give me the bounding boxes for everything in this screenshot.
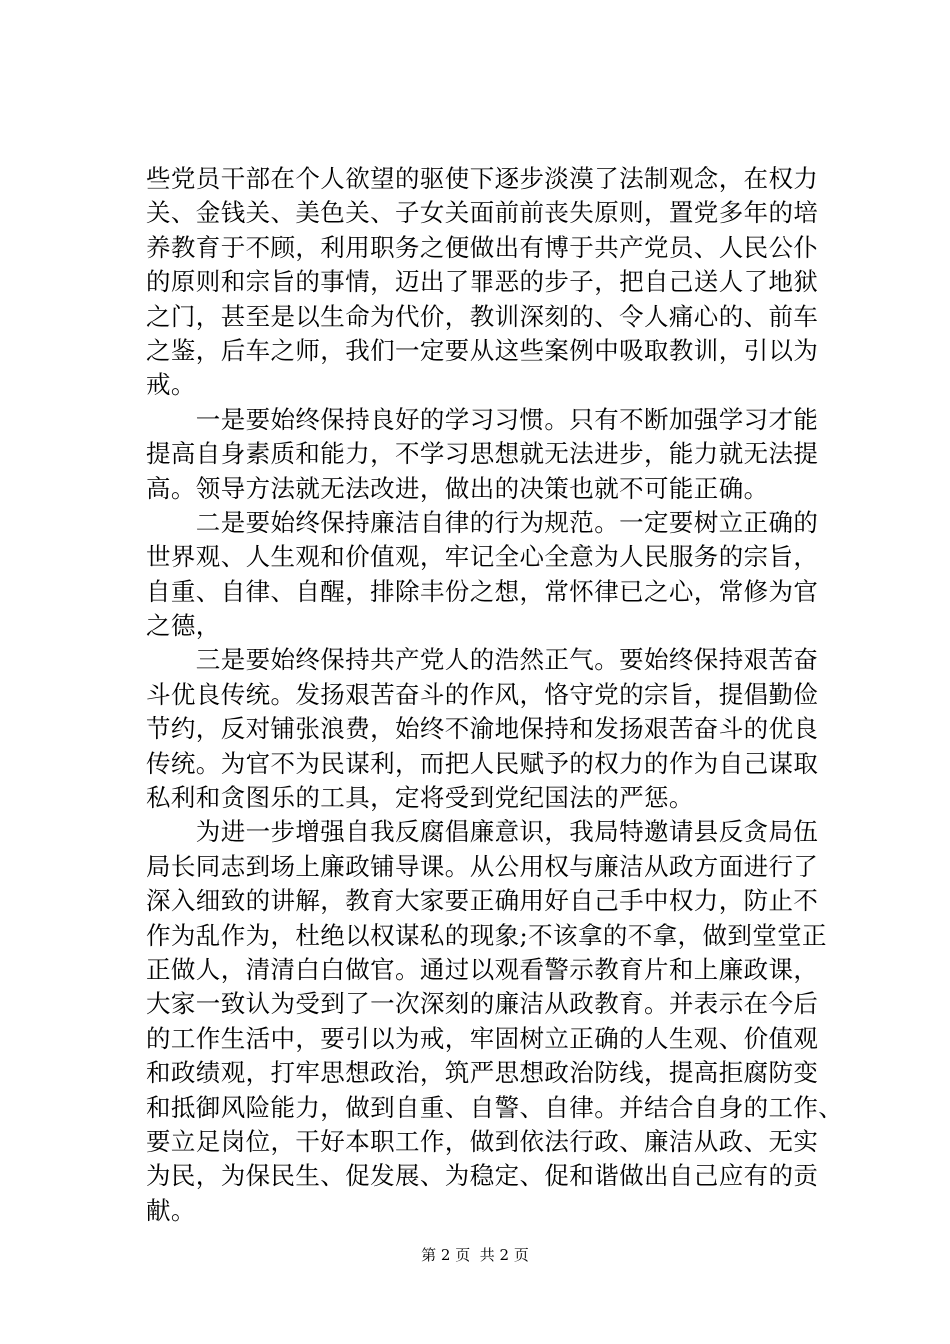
text-line: 的工作生活中，要引以为戒，牢固树立正确的人生观、价值观 bbox=[146, 1023, 819, 1053]
text-line: 和抵御风险能力，做到自重、自警、自律。并结合自身的工作、 bbox=[146, 1092, 844, 1122]
text-line: 正做人，清清白白做官。通过以观看警示教育片和上廉政课， bbox=[146, 954, 819, 984]
text-line: 和政绩观，打牢思想政治，筑严思想政治防线，提高拒腐防变 bbox=[146, 1058, 819, 1088]
text-line: 献。 bbox=[146, 1195, 196, 1225]
text-line: 节约，反对铺张浪费，始终不渝地保持和发扬艰苦奋斗的优良 bbox=[146, 714, 819, 744]
text-line: 要立足岗位，干好本职工作，做到依法行政、廉洁从政、无实 bbox=[146, 1126, 819, 1156]
text-line: 养教育于不顾，利用职务之便做出有博于共产党员、人民公仆 bbox=[146, 232, 819, 262]
text-line: 为进一步增强自我反腐倡廉意识，我局特邀请县反贪局伍 bbox=[146, 817, 819, 847]
text-line: 斗优良传统。发扬艰苦奋斗的作风，恪守党的宗旨，提倡勤俭 bbox=[146, 679, 819, 709]
text-line: 提高自身素质和能力，不学习思想就无法进步，能力就无法提 bbox=[146, 439, 819, 469]
text-line: 戒。 bbox=[146, 370, 196, 400]
text-line: 之鉴，后车之师，我们一定要从这些案例中吸取教训，引以为 bbox=[146, 335, 819, 365]
text-line: 自重、自律、自醒，排除丰份之想，常怀律已之心，常修为官 bbox=[146, 576, 819, 606]
text-line: 大家一致认为受到了一次深刻的廉洁从政教育。并表示在今后 bbox=[146, 989, 819, 1019]
text-line: 的原则和宗旨的事情，迈出了罪恶的步子，把自己送人了地狱 bbox=[146, 267, 819, 297]
text-line: 私利和贪图乐的工具，定将受到党纪国法的严惩。 bbox=[146, 783, 694, 813]
document-body bbox=[146, 162, 844, 1228]
text-line: 关、金钱关、美色关、子女关面前前丧失原则，置党多年的培 bbox=[146, 198, 819, 228]
text-line: 之门，甚至是以生命为代价，教训深刻的、令人痛心的、前车 bbox=[146, 301, 819, 331]
text-line: 高。领导方法就无法改进，做出的决策也就不可能正确。 bbox=[146, 473, 769, 503]
text-line: 之德， bbox=[146, 611, 221, 641]
page-number-footer: 第 2 页 共 2 页 bbox=[421, 1246, 529, 1264]
text-line: 一是要始终保持良好的学习习惯。只有不断加强学习才能 bbox=[146, 404, 819, 434]
text-line: 些党员干部在个人欲望的驱使下逐步淡漠了法制观念，在权力 bbox=[146, 164, 819, 193]
text-line: 局长同志到场上廉政铺导课。从公用权与廉洁从政方面进行了 bbox=[146, 851, 819, 881]
text-line: 二是要始终保持廉洁自律的行为规范。一定要树立正确的 bbox=[146, 507, 819, 537]
text-line: 传统。为官不为民谋利，而把人民赋予的权力的作为自己谋取 bbox=[146, 748, 819, 778]
text-line: 三是要始终保持共产党人的浩然正气。要始终保持艰苦奋 bbox=[146, 645, 819, 675]
text-line: 作为乱作为，杜绝以权谋私的现象;不该拿的不拿，做到堂堂正 bbox=[146, 920, 827, 950]
text-line: 世界观、人生观和价值观，牢记全心全意为人民服务的宗旨， bbox=[146, 542, 819, 572]
text-line: 深入细致的讲解，教育大家要正确用好自己手中权力，防止不 bbox=[146, 886, 819, 916]
text-line: 为民，为保民生、促发展、为稳定、促和谐做出自己应有的贡 bbox=[146, 1161, 819, 1191]
